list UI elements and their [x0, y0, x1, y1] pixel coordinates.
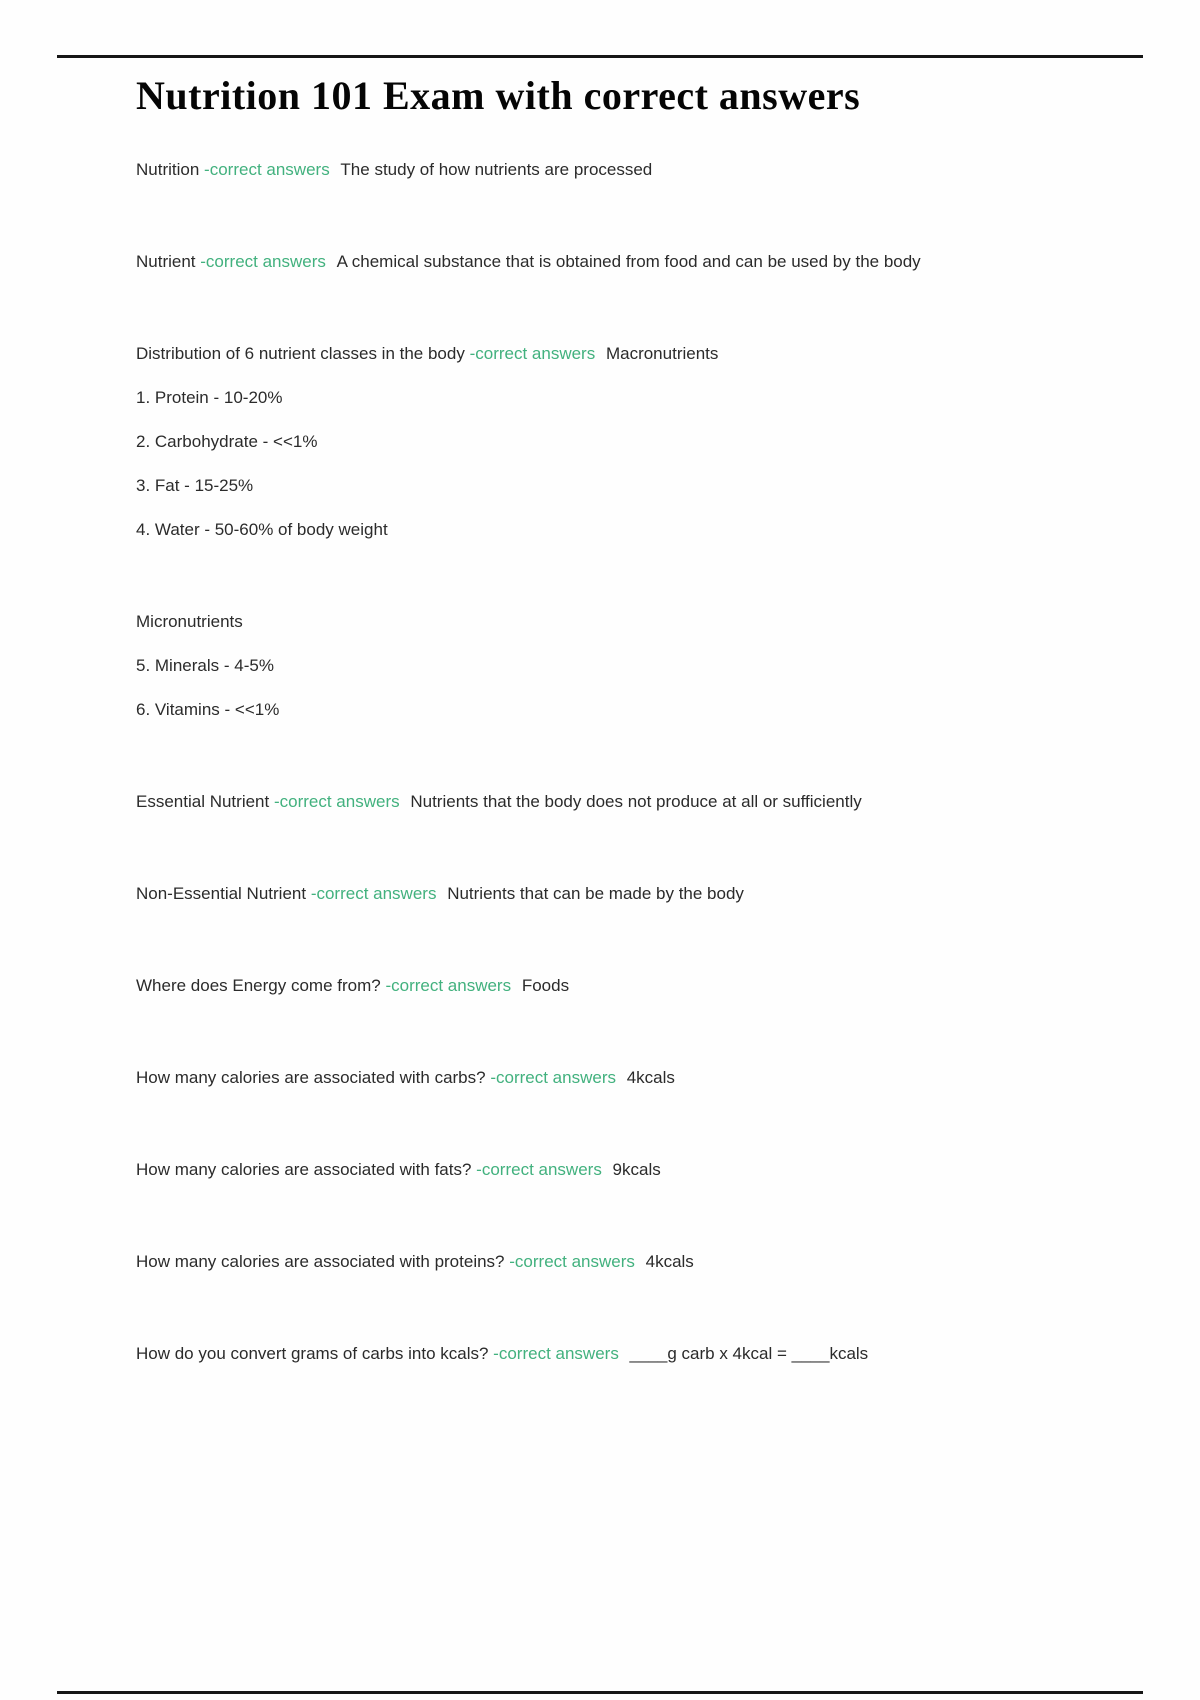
top-divider: [57, 55, 1143, 58]
text-line: 6. Vitamins - <<1%: [136, 700, 280, 719]
question-text: Essential Nutrient: [136, 792, 270, 811]
qa-item: [136, 1342, 1140, 1366]
question-text: How many calories are associated with fats?: [136, 1160, 472, 1179]
qa-list: [136, 158, 1140, 1366]
list-item: [136, 654, 1140, 678]
qa-item: [136, 882, 1140, 906]
bottom-divider: [57, 1691, 1143, 1694]
question-text: How many calories are associated with proteins?: [136, 1252, 505, 1271]
list-item: [136, 698, 1140, 722]
qa-item: [136, 790, 1140, 814]
question-text: Non-Essential Nutrient: [136, 884, 307, 903]
answer-text: Nutrients that can be made by the body: [447, 884, 744, 903]
list-item: [136, 430, 1140, 454]
correct-answers-marker: -correct answers: [469, 344, 596, 363]
page-title: Nutrition 101 Exam with correct answers: [136, 73, 861, 118]
answer-text: 4kcals: [645, 1252, 694, 1271]
question-text: Nutrition: [136, 160, 200, 179]
question-text: Nutrient: [136, 252, 196, 271]
list-item: [136, 610, 1140, 634]
question-text: Distribution of 6 nutrient classes in the body: [136, 344, 465, 363]
correct-answers-marker: -correct answers: [476, 1160, 602, 1179]
qa-item: [136, 158, 1140, 182]
list-item: [136, 518, 1140, 542]
list-item: [136, 474, 1140, 498]
correct-answers-marker: -correct answers: [493, 1344, 619, 1363]
answer-text: Macronutrients: [605, 344, 719, 363]
correct-answers-marker: -correct answers: [310, 884, 437, 903]
answer-text: 4kcals: [626, 1068, 675, 1087]
qa-item: [136, 250, 1140, 274]
correct-answers-marker: -correct answers: [385, 976, 512, 995]
answer-text: A chemical substance that is obtained from food and can be used by the body: [336, 252, 921, 271]
text-line: Micronutrients: [136, 612, 243, 631]
text-line: 2. Carbohydrate - <<1%: [136, 432, 318, 451]
correct-answers-marker: -correct answers: [273, 792, 400, 811]
answer-text: Foods: [521, 976, 570, 995]
text-line: 4. Water - 50-60% of body weight: [136, 520, 388, 539]
text-line: 3. Fat - 15-25%: [136, 476, 254, 495]
correct-answers-marker: -correct answers: [200, 252, 326, 271]
qa-item: [136, 342, 1140, 366]
qa-item: [136, 974, 1140, 998]
text-line: 5. Minerals - 4-5%: [136, 656, 274, 675]
text-line: 1. Protein - 10-20%: [136, 388, 283, 407]
question-text: Where does Energy come from?: [136, 976, 381, 995]
correct-answers-marker: -correct answers: [509, 1252, 635, 1271]
qa-item: [136, 1158, 1140, 1182]
qa-item: [136, 1250, 1140, 1274]
qa-item: [136, 1066, 1140, 1090]
answer-text: 9kcals: [612, 1160, 661, 1179]
question-text: How many calories are associated with carbs?: [136, 1068, 486, 1087]
answer-text: The study of how nutrients are processed: [340, 160, 653, 179]
question-text: How do you convert grams of carbs into kcals?: [136, 1344, 489, 1363]
correct-answers-marker: -correct answers: [490, 1068, 616, 1087]
answer-text: ____g carb x 4kcal = ____kcals: [629, 1344, 869, 1363]
correct-answers-marker: -correct answers: [204, 160, 330, 179]
answer-text: Nutrients that the body does not produce at all or sufficiently: [410, 792, 862, 811]
list-item: [136, 386, 1140, 410]
